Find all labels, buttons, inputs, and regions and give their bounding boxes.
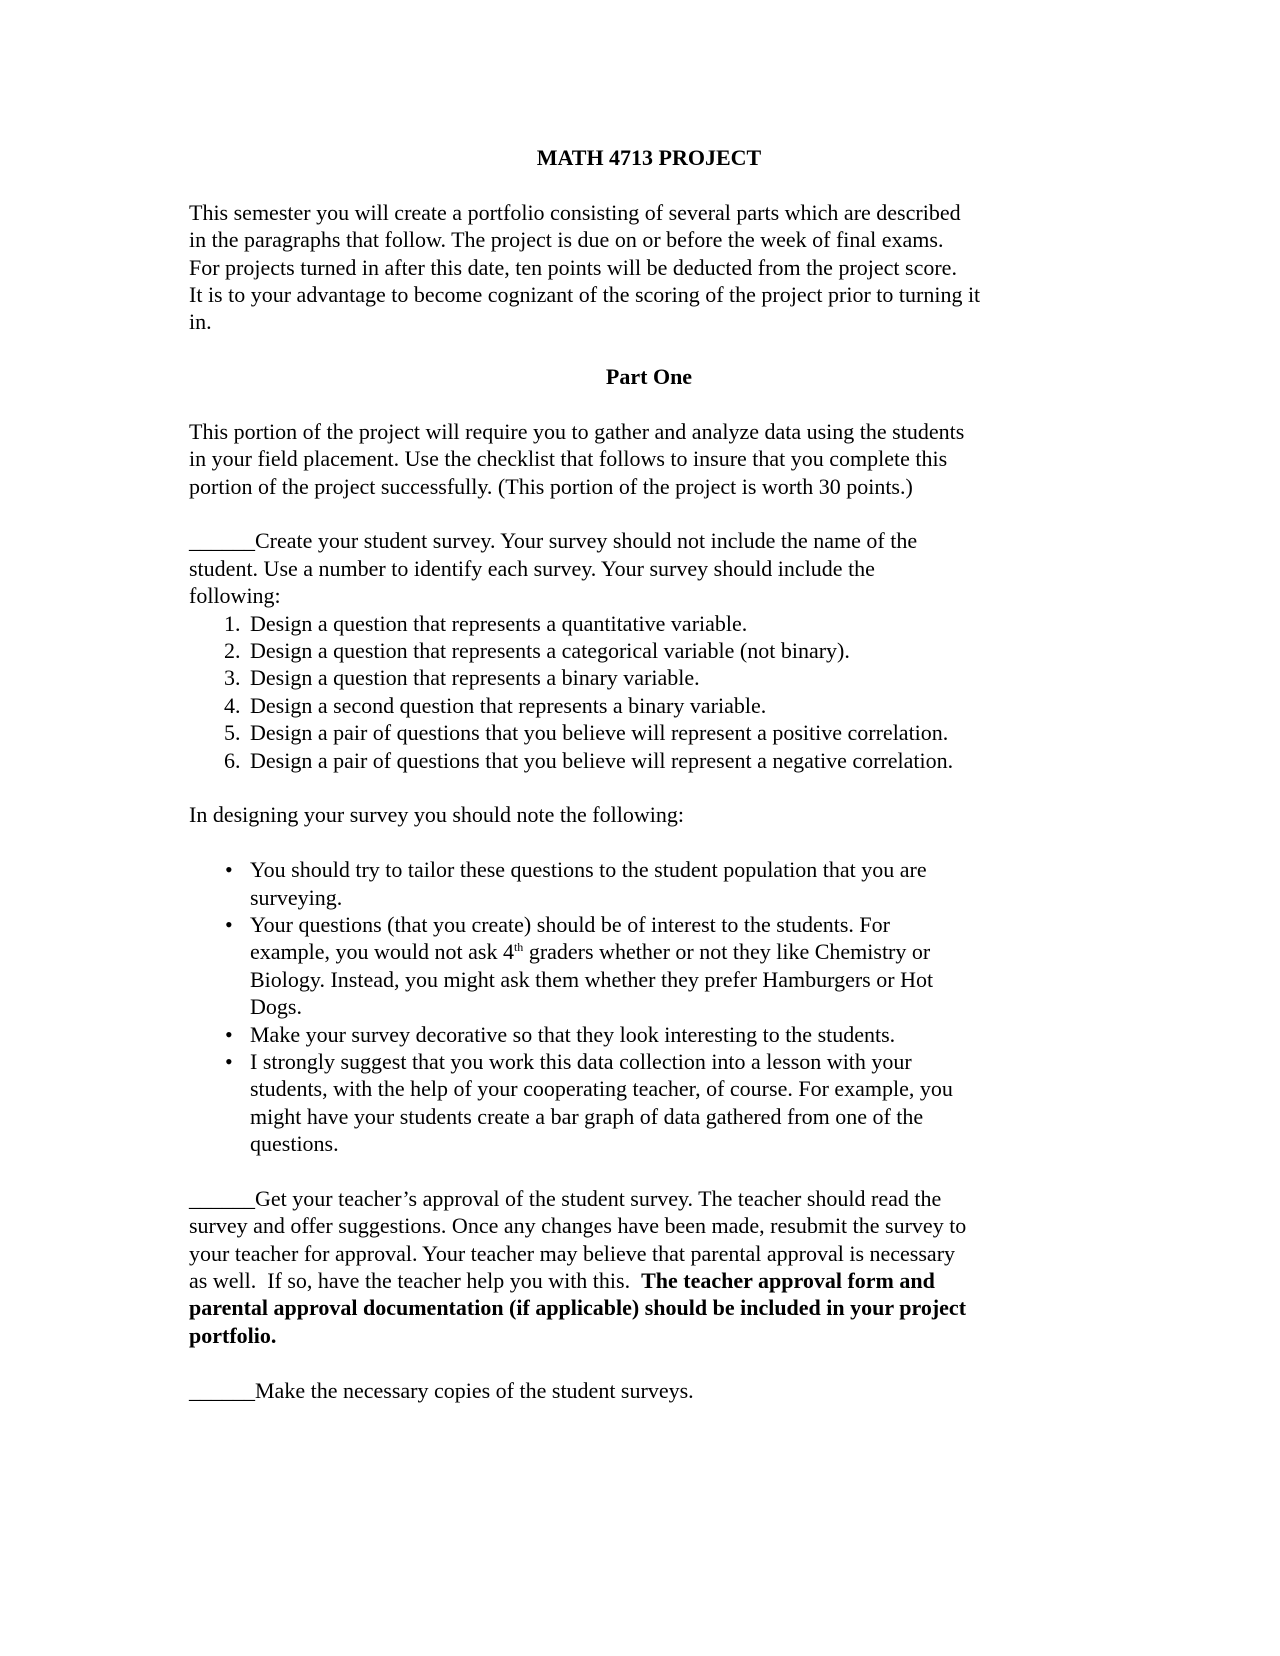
text-line: ______Get your teacher’s approval of the student survey. The teacher should read the (189, 1185, 942, 1211)
text-line: in the paragraphs that follow. The project is due on or before the week of final exams. (189, 227, 944, 253)
bullet-continuation (189, 993, 1109, 1020)
list-item (189, 637, 1109, 664)
text-line: For projects turned in after this date, ten points will be deducted from the project score. (189, 254, 957, 280)
list-text: Design a question that represents a quantitative variable. (250, 610, 748, 636)
text-line: Your questions (that you create) should be of interest to the students. For (250, 911, 890, 937)
list-text: Design a question that represents a binary variable. (250, 665, 700, 691)
text-line: You should try to tailor these questions to the student population that you are (250, 857, 927, 883)
text-line: your teacher for approval. Your teacher may believe that parental approval is necessary (189, 1240, 956, 1266)
bullet-icon: • (225, 1021, 233, 1047)
text-line: Biology. Instead, you might ask them whether they prefer Hamburgers or Hot (250, 966, 934, 992)
list-item (189, 610, 1109, 637)
bullet-continuation (189, 1103, 1109, 1130)
text-line: Make your survey decorative so that they look interesting to the students. (250, 1021, 896, 1047)
bold-text: portfolio. (189, 1322, 277, 1348)
bullet-continuation (189, 884, 1109, 911)
bullet-item (189, 911, 1109, 938)
bullet-continuation (189, 1075, 1109, 1102)
list-number: 6. (224, 747, 241, 773)
text-line (189, 1294, 1109, 1321)
document-page (189, 144, 1109, 1404)
text-line: portion of the project successfully. (This portion of the project is worth 30 points.) (189, 473, 913, 499)
part-one-heading: Part One (605, 364, 693, 390)
bold-text: parental approval documentation (if applicable) should be included in your project (189, 1295, 967, 1321)
text-line: I strongly suggest that you work this data collection into a lesson with your (250, 1048, 912, 1074)
text-span: as well. If so, have the teacher help you with this. (189, 1268, 642, 1294)
list-number: 5. (224, 720, 241, 746)
bold-text: The teacher approval form and (641, 1268, 935, 1294)
list-item (189, 747, 1109, 774)
superscript: th (513, 940, 524, 955)
bullet-icon: • (225, 1048, 233, 1074)
text-line: ______Create your student survey. Your survey should not include the name of the (189, 528, 918, 554)
text-line: questions. (250, 1131, 339, 1157)
list-item (189, 719, 1109, 746)
text-line: It is to your advantage to become cognizant of the scoring of the project prior to turning it (189, 281, 981, 307)
numbered-list (189, 610, 1109, 774)
text-line: This semester you will create a portfolio consisting of several parts which are described (189, 199, 961, 225)
bullet-list (189, 856, 1109, 1157)
checklist-make-copies: ______Make the necessary copies of the student surveys. (189, 1377, 694, 1403)
text-line: surveying. (250, 884, 343, 910)
document-title: MATH 4713 PROJECT (536, 145, 762, 170)
bullet-item (189, 1021, 1109, 1048)
text-line: in your field placement. Use the checklist that follows to insure that you complete this (189, 446, 948, 472)
text-line: Dogs. (250, 994, 302, 1020)
list-number: 3. (224, 665, 241, 691)
text-line: graders whether or not they like Chemistry or (523, 939, 931, 965)
bullet-icon: • (225, 911, 233, 937)
text-line: following: (189, 583, 281, 609)
text-line: example, you would not ask 4 (250, 939, 514, 965)
list-text: Design a pair of questions that you believe will represent a positive correlation. (250, 720, 949, 746)
text-line (189, 1267, 1109, 1294)
list-number: 2. (224, 638, 241, 664)
checklist-teacher-approval (189, 1185, 1109, 1349)
bullet-continuation (189, 1130, 1109, 1157)
checklist-create-survey (189, 527, 1109, 609)
list-text: Design a question that represents a categorical variable (not binary). (250, 638, 850, 664)
list-number: 4. (224, 692, 241, 718)
list-text: Design a second question that represents a binary variable. (250, 692, 767, 718)
list-item (189, 692, 1109, 719)
text-line: student. Use a number to identify each survey. Your survey should include the (189, 555, 875, 581)
bullet-icon: • (225, 857, 233, 883)
part-one-intro (189, 418, 1109, 500)
bullet-item (189, 1048, 1109, 1075)
text-line: might have your students create a bar graph of data gathered from one of the (250, 1103, 924, 1129)
text-line (189, 1322, 1109, 1349)
bullet-continuation (189, 938, 1109, 965)
designing-note: In designing your survey you should note the following: (189, 802, 684, 828)
bullet-item (189, 856, 1109, 883)
list-number: 1. (224, 610, 241, 636)
text-line: students, with the help of your cooperating teacher, of course. For example, you (250, 1076, 953, 1102)
list-item (189, 664, 1109, 691)
text-line: survey and offer suggestions. Once any changes have been made, resubmit the survey to (189, 1213, 967, 1239)
text-line: in. (189, 309, 212, 335)
intro-paragraph (189, 199, 1109, 336)
list-text: Design a pair of questions that you believe will represent a negative correlation. (250, 747, 954, 773)
text-line: This portion of the project will require you to gather and analyze data using the students (189, 418, 965, 444)
bullet-continuation (189, 966, 1109, 993)
